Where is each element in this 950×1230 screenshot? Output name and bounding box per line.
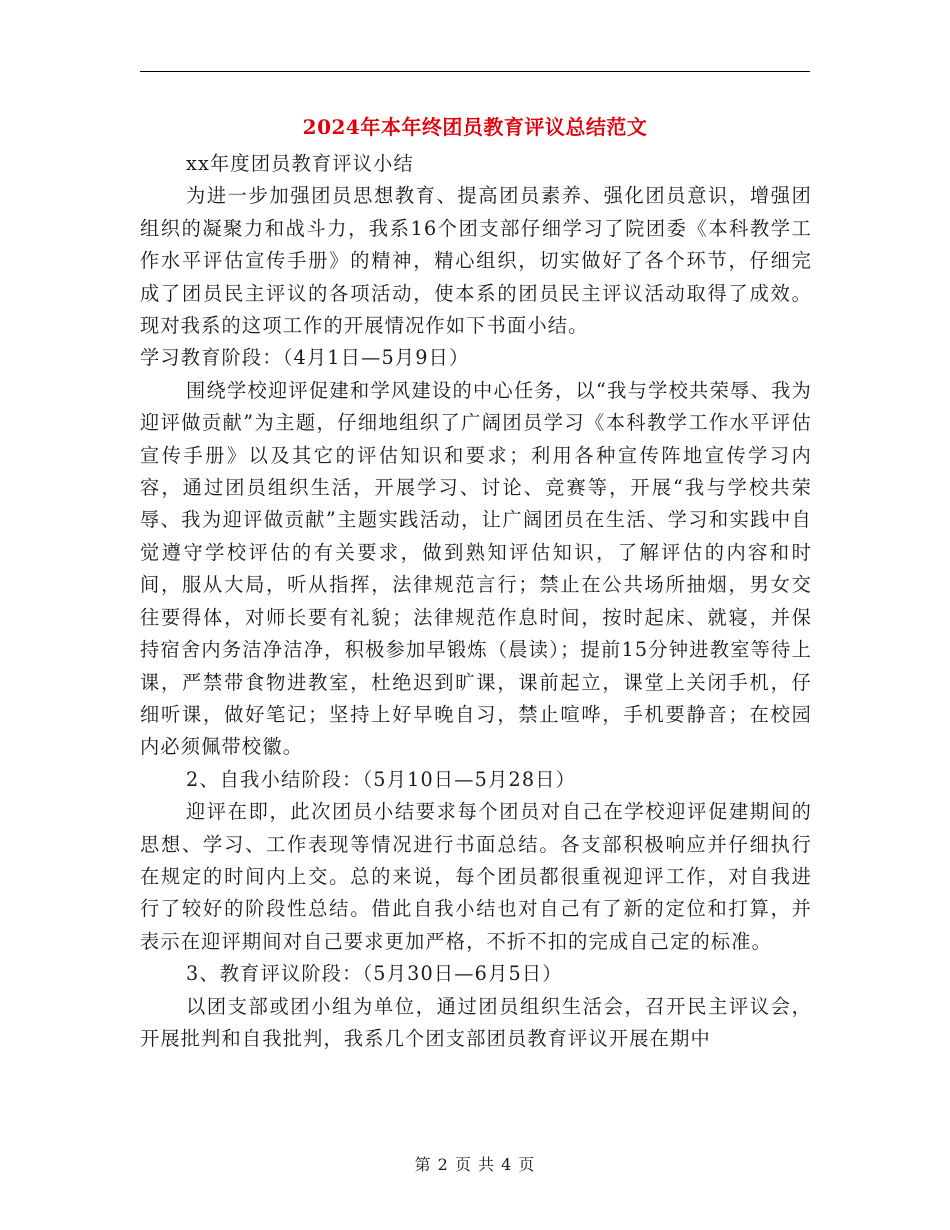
paragraph: 学习教育阶段：（4月1日—5月9日） (140, 346, 470, 370)
paragraph: 以团支部或团小组为单位，通过团员组织生活会，召开民主评议会，开展批判和自我批判，我系几个团支部团员教育评议开展在期中 (140, 994, 812, 1050)
paragraph: xx年度团员教育评议小结 (186, 152, 414, 175)
document-body (140, 148, 812, 1055)
paragraph: 围绕学校迎评促建和学风建设的中心任务，以“我与学校共荣辱、我为迎评做贡献”为主题，仔细地组织了广阔团员学习《本科教学工作水平评估宣传手册》以及其它的评估知识和要求；利用各种宣传阵地宣传学习内容，通过团员组织生活，开展学习、讨论、竞赛等，开展“我与学校共荣辱、我为迎评做贡献”主题实践活动，让广阔团员在生活、学习和实践中自觉遵守学校评估的有关要求，做到熟知评估知识，了解评估的内容和时间，服从大局，听从指挥，法律规范言行；禁止在公共场所抽烟，男女交往要得体，对师长要有礼貌；法律规范作息时间，按时起床、就寝，并保持宿舍内务洁净洁净，积极参加早锻炼（晨读）；提前15分钟进教室等待上课，严禁带食物进教室，杜绝迟到旷课，课前起立，课堂上关闭手机，仔细听课，做好笔记；坚持上好早晚自习，禁止喧哗，手机要静音；在校园内必须佩带校徽。 (140, 378, 812, 759)
page-footer: 第 2 页 共 4 页 (414, 1155, 536, 1174)
header-rule (140, 71, 810, 72)
paragraph: 3、教育评议阶段：（5月30日—6月5日） (186, 962, 563, 986)
paragraph: 迎评在即，此次团员小结要求每个团员对自己在学校迎评促建期间的思想、学习、工作表现等情况进行书面总结。各支部积极响应并仔细执行在规定的时间内上交。总的来说，每个团员都很重视迎评工作，对自我进行了较好的阶段性总结。借此自我小结也对自己有了新的定位和打算，并表示在迎评期间对自己要求更加严格，不折不扣的完成自己定的标准。 (140, 800, 812, 953)
paragraph: 为进一步加强团员思想教育、提高团员素养、强化团员意识，增强团组织的凝聚力和战斗力，我系16个团支部仔细学习了院团委《本科教学工作水平评估宣传手册》的精神，精心组织，切实做好了各个环节，仔细完成了团员民主评议的各项活动，使本系的团员民主评议活动取得了成效。现对我系的这项工作的开展情况作如下书面小结。 (140, 184, 812, 338)
document-title: 2024年本年终团员教育评议总结范文 (302, 115, 648, 139)
paragraph: 2、自我小结阶段：（5月10日—5月28日） (186, 767, 577, 791)
